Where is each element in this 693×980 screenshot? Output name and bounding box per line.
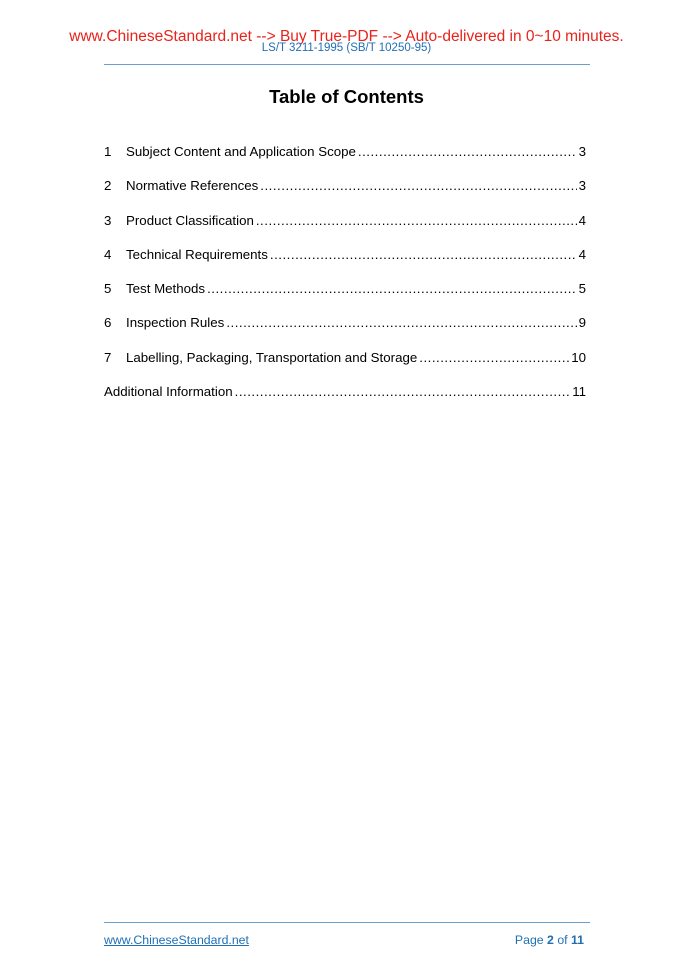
- toc-entry-page: 11: [572, 384, 586, 400]
- toc-entry-technical-requirements[interactable]: [104, 246, 586, 280]
- toc-entry-inspection-rules[interactable]: [104, 314, 586, 348]
- toc-dot-leader: [256, 212, 577, 230]
- toc-entry-page: 3: [578, 178, 586, 194]
- toc-entry-number: 7: [104, 349, 112, 365]
- toc-entry-number: 5: [104, 281, 112, 297]
- toc-dot-leader: [207, 280, 577, 298]
- footer-site-link[interactable]: www.ChineseStandard.net: [104, 933, 249, 947]
- toc-entry-page: 4: [578, 212, 586, 228]
- toc-entry-product-classification[interactable]: [104, 212, 586, 246]
- toc-entry-number: 4: [104, 246, 112, 262]
- toc-entry-label: Normative References: [126, 178, 259, 194]
- toc-entry-normative-references[interactable]: [104, 177, 586, 211]
- toc-dot-leader: [260, 177, 576, 195]
- toc-entry-labelling-packaging[interactable]: [104, 349, 586, 383]
- toc-entry-page: 9: [578, 315, 586, 331]
- toc-dot-leader: [358, 143, 577, 161]
- toc-entry-label: Test Methods: [126, 281, 206, 297]
- toc-entry-page: 5: [578, 281, 586, 297]
- toc-dot-leader: [235, 383, 571, 401]
- toc-entry-label: Subject Content and Application Scope: [126, 144, 356, 159]
- page-prefix: Page: [514, 933, 544, 947]
- page-title: Table of Contents: [269, 86, 424, 107]
- toc-dot-leader: [419, 349, 569, 367]
- toc-entry-label: Labelling, Packaging, Transportation and Storage: [126, 349, 418, 365]
- page-total: 11: [571, 933, 584, 947]
- toc-entry-number: 3: [104, 212, 112, 228]
- footer-divider: [104, 922, 590, 923]
- toc-entry-number: 1: [104, 144, 112, 159]
- toc-entry-label: Product Classification: [126, 212, 254, 228]
- toc-entry-page: 3: [578, 144, 586, 159]
- toc-entry-label: Technical Requirements: [126, 246, 268, 262]
- toc-entry-label: Additional Information: [104, 384, 233, 400]
- toc-entry-additional-information[interactable]: [104, 383, 586, 417]
- page-separator: of: [557, 933, 568, 947]
- toc-entry-page: 4: [578, 246, 586, 262]
- toc-entry-number: 6: [104, 315, 112, 331]
- page-current: 2: [547, 933, 554, 947]
- header-divider: [104, 64, 590, 65]
- standard-code: LS/T 3211-1995 (SB/T 10250-95): [261, 42, 432, 54]
- promo-banner[interactable]: www.ChineseStandard.net --> Buy True-PDF --> Auto-delivered in 0~10 minutes.: [69, 28, 624, 45]
- toc-entry-subject-scope[interactable]: [104, 143, 586, 177]
- toc-dot-leader: [270, 246, 577, 264]
- page-indicator: [515, 933, 584, 948]
- toc-entry-label: Inspection Rules: [126, 315, 225, 331]
- toc-entry-page: 10: [571, 349, 586, 365]
- toc-dot-leader: [226, 314, 576, 332]
- toc-entry-number: 2: [104, 178, 112, 194]
- toc-entry-test-methods[interactable]: [104, 280, 586, 314]
- table-of-contents: [104, 143, 586, 417]
